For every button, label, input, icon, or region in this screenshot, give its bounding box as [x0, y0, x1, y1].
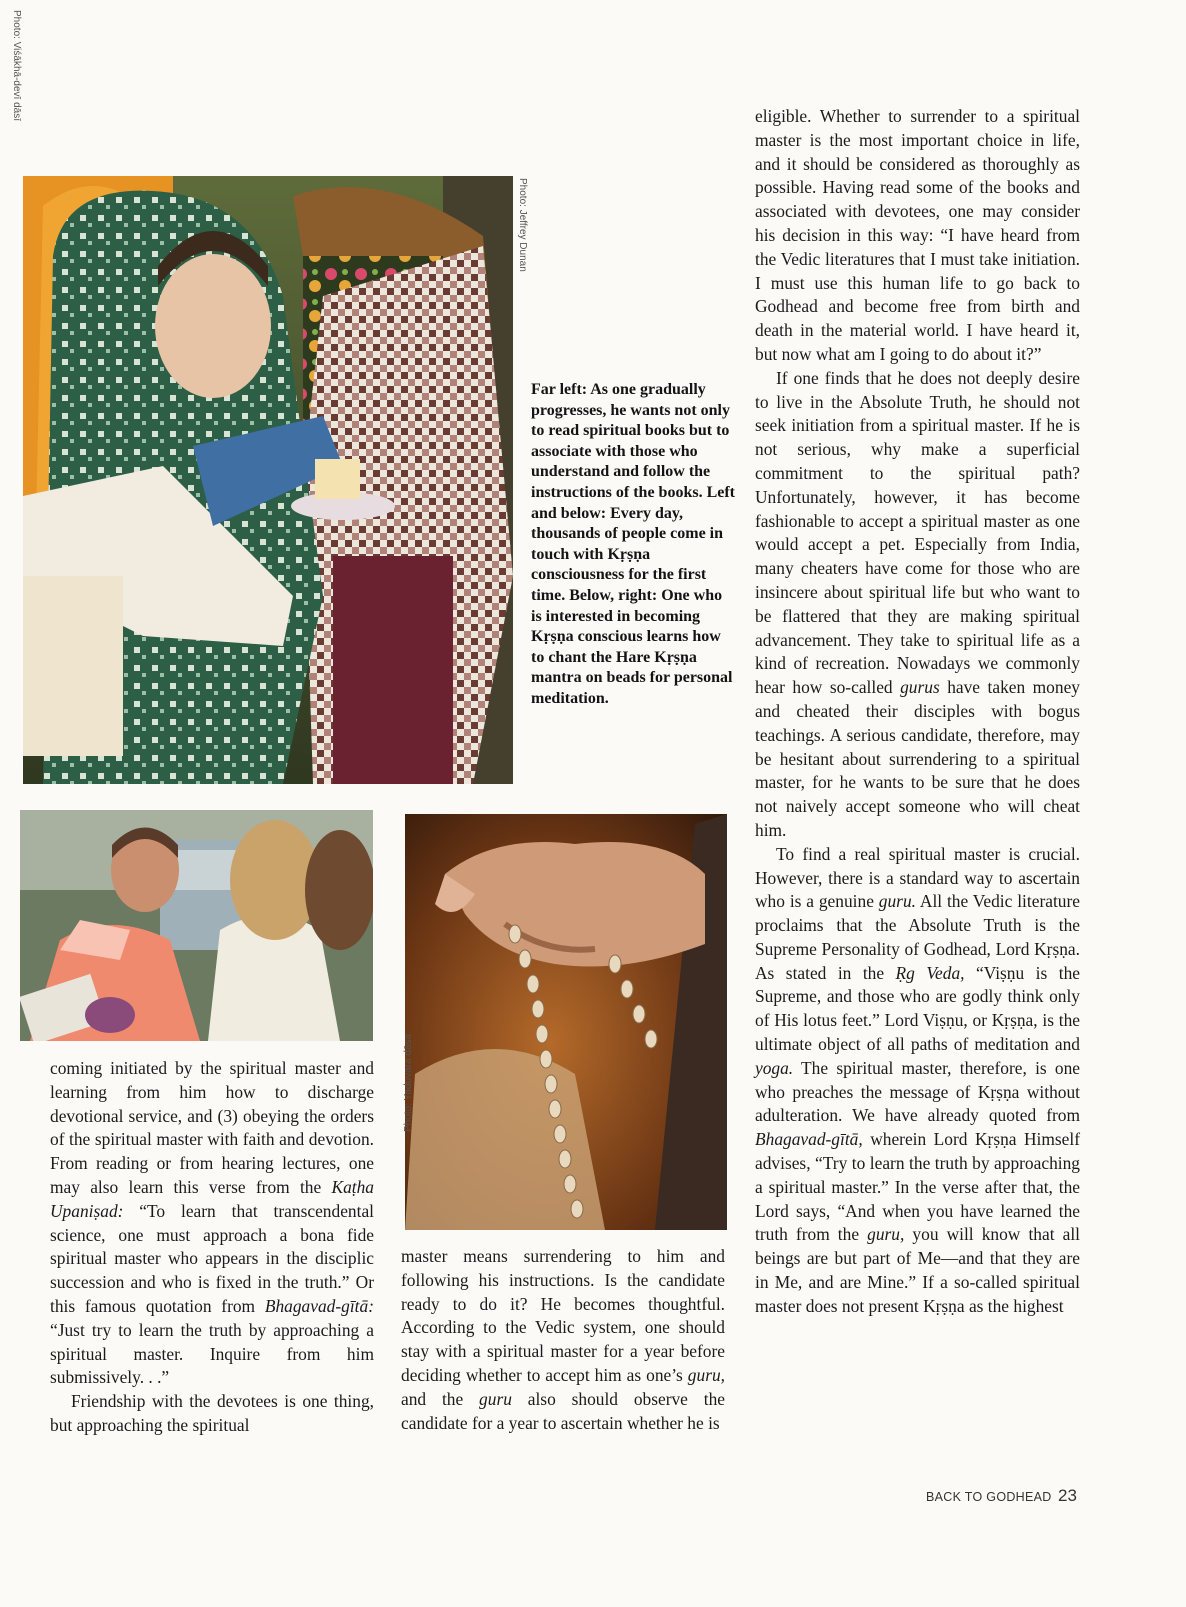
photo-devotee-street [20, 810, 373, 1041]
col1-paragraph-1: coming initiated by the spiritual master and learning from him how to discharge devotional service, and (3) obeying the orders of the spiritual master with faith and devotion. From reading or from hearing lectures, one may also learn this verse from the Kaṭha Upaniṣad: “To learn that transcendental science, one must approach a bona fide spiritual master who appears in the disciplic succession and who is fixed in the truth.” Or this famous quotation from Bhagavad-gītā: “Just try to learn the truth by approaching a spiritual master. Inquire from him submissively. . .” [50, 1058, 374, 1388]
column-2 [401, 1245, 725, 1435]
photo-credit-1: Photo: Jeffrey Dunan [517, 178, 528, 272]
page-number: 23 [1058, 1486, 1077, 1505]
photo-chanting-beads [405, 814, 727, 1230]
col1-paragraph-2: Friendship with the devotees is one thing, but approaching the spiritual [50, 1391, 374, 1435]
photo-credit-3: Photo: Yaduvara dāsa [403, 1033, 414, 1132]
column-3 [755, 105, 1080, 1319]
col3-paragraph-1: eligible. Whether to surrender to a spiritual master is the most important choice in life, and it should be considered as thoroughly as possible. Having read some of the books and associated with devotees, one may consider his decision in this way: “I have heard from the Vedic literatures that I must take initiation. I must use this human life to go back to Godhead and become free from birth and death in the material world. I have heard it, but now what am I going to do about it?” [755, 106, 1080, 364]
column-1 [50, 1057, 374, 1438]
col3-paragraph-2: If one finds that he does not deeply desire to live in the Absolute Truth, he should not seek initiation from a spiritual master. If he is not serious, why make a superficial commitment to the spiritual path? Unfortunately, however, it has become fashionable to accept a spiritual master as one would accept a pet. Especially from India, many cheaters have come for those who are insincere about spiritual life but who want to be flattered that they are making spiritual advancement. They take to spiritual life as a kind of recreation. Nowadays we commonly hear how so-called gurus have taken money and cheated their disciples with bogus teachings. A serious candidate, therefore, may be hesitant about surrendering to a spiritual master, for he wants to be sure that he does not naively accept someone who will cheat him. [755, 367, 1080, 840]
photo-caption: Far left: As one gradually progresses, he wants not only to read spiritual books but to associate with those who understand and follow the instructions of the books. Left and below: Every day, thousands of people come in touch with Kṛṣṇa consciousness for the first time. Below, right: One who is interested in becoming Kṛṣṇa conscious learns how to chant the Hare Kṛṣṇa mantra on beads for personal meditation. [531, 381, 736, 707]
col3-paragraph-3: To find a real spiritual master is crucial. However, there is a standard way to ascertain who is a genuine guru. All the Vedic literature proclaims that the Absolute Truth is the Supreme Personality of Godhead, Lord Kṛṣṇa. As stated in the Ṛg Veda, “Viṣṇu is the Supreme, and those who are godly think only of His lotus feet.” Lord Viṣṇu, or Kṛṣṇa, is the ultimate object of all paths of meditation and yoga. The spiritual master, therefore, is one who preaches the message of Kṛṣṇa without adulteration. We have already quoted from Bhagavad-gītā, wherein Lord Kṛṣṇa Himself advises, “Try to learn the truth by approaching a spiritual master.” In the verse after that, the Lord says, “And when you have learned the truth from the guru, you will know that all beings are but part of Me—and that they are in Me, and are Mine.” If a so-called spiritual master does not present Kṛṣṇa as the highest [755, 843, 1080, 1316]
photo-credit-top-left: Photo: Viśākhā-devī dāsī [11, 10, 22, 121]
photo-women-reading [23, 176, 513, 784]
magazine-name: BACK TO GODHEAD [926, 1490, 1052, 1504]
col2-paragraph-1: master means surrendering to him and following his instructions. Is the candidate ready to do it? He becomes thoughtful. According to the Vedic system, one should stay with a spiritual master for a year before deciding whether to accept him as one’s guru, and the guru also should observe the candidate for a year to ascertain whether he is [401, 1246, 725, 1433]
